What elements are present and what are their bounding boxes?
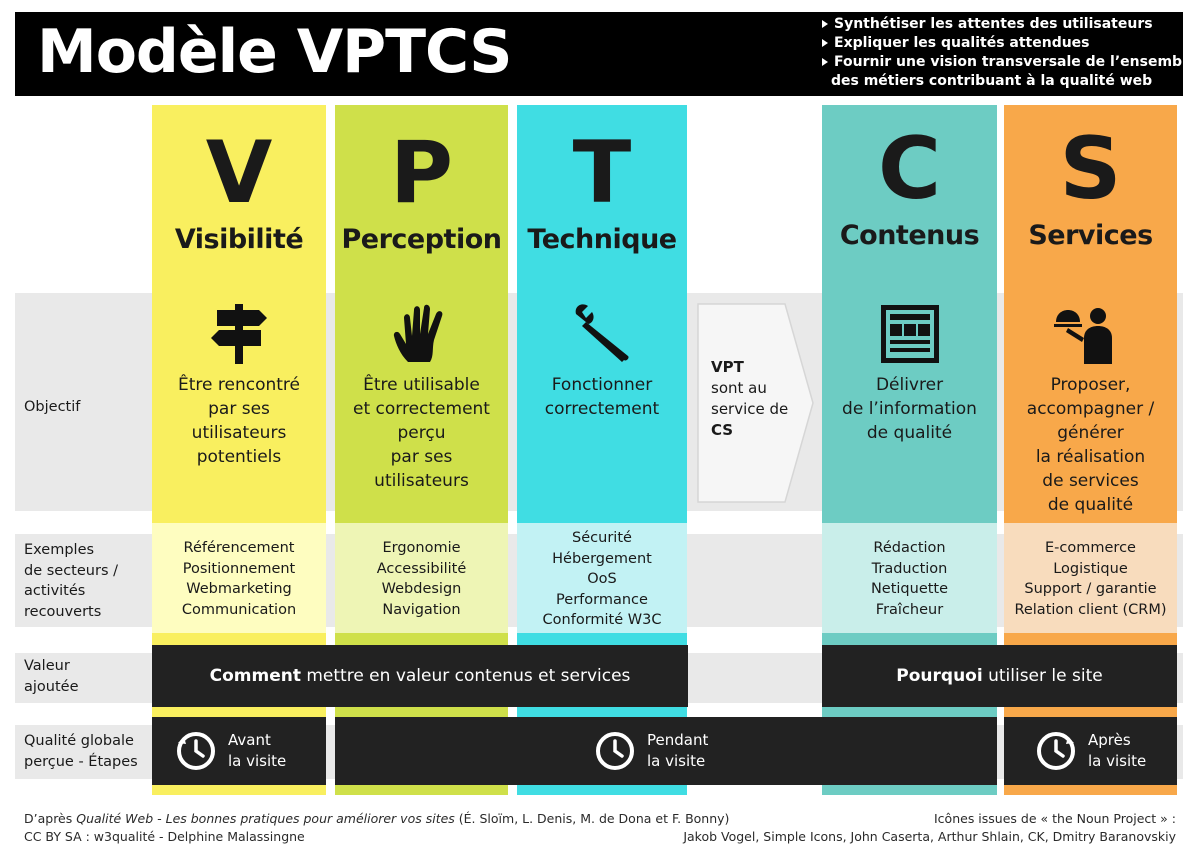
examples-list: Sécurité Hébergement OoS Performance Conformité W3C bbox=[542, 530, 662, 628]
clock-icon bbox=[176, 731, 216, 771]
column-header bbox=[822, 105, 997, 253]
newspaper-icon bbox=[878, 302, 942, 366]
value-bar-comment: Comment mettre en valeur contenus et services bbox=[152, 645, 688, 707]
objective-text: Fonctionner correctement bbox=[544, 375, 660, 419]
arrow-text: VPT sont au service de CS bbox=[711, 358, 789, 439]
examples-list: Ergonomie Accessibilité Webdesign Navigation bbox=[376, 540, 467, 618]
stage-during: Pendant la visite bbox=[335, 717, 997, 785]
goal-item: Fournir une vision transversale de l’ensemble bbox=[820, 53, 1196, 72]
triangle-bullet-icon bbox=[822, 58, 828, 66]
objective-text: Proposer, accompagner / générer la réalisation de services de qualité bbox=[1026, 375, 1155, 515]
column-letter: C bbox=[877, 119, 942, 219]
column-word: Perception bbox=[341, 224, 502, 255]
column-word: Services bbox=[1028, 220, 1153, 251]
goal-item: Synthétiser les attentes des utilisateurs bbox=[820, 15, 1196, 34]
column-header bbox=[152, 105, 326, 257]
triangle-bullet-icon bbox=[822, 39, 828, 47]
objective-text: Être rencontré par ses utilisateurs potentiels bbox=[178, 375, 300, 467]
column-letter: P bbox=[389, 123, 454, 223]
row-label-exemples: Exemples de secteurs / activités recouverts bbox=[24, 542, 118, 620]
column-header bbox=[335, 105, 508, 257]
hand-icon bbox=[390, 302, 454, 366]
column-letter: V bbox=[205, 123, 273, 223]
row-label-qualite: Qualité globale perçue - Étapes bbox=[24, 733, 138, 770]
page-title: Modèle VPTCS bbox=[37, 17, 512, 87]
objective-text: Délivrer de l’information de qualité bbox=[842, 375, 977, 443]
footer-credits-icons: Icônes issues de « the Noun Project » : Jakob Vogel, Simple Icons, John Caserta, Arthur Shlain, CK, Dmitry Baranovskiy bbox=[683, 811, 1176, 844]
row-label-valeur: Valeur ajoutée bbox=[24, 658, 79, 695]
wrench-icon bbox=[570, 302, 634, 366]
stage-after: Après la visite bbox=[1004, 717, 1177, 785]
waiter-icon bbox=[1054, 302, 1118, 366]
column-header bbox=[517, 105, 687, 257]
column-header bbox=[1004, 105, 1177, 253]
examples-list: Référencement Positionnement Webmarketing Communication bbox=[181, 540, 297, 618]
column-word: Technique bbox=[527, 224, 677, 255]
column-letter: T bbox=[572, 123, 632, 223]
goal-item: Expliquer les qualités attendues bbox=[820, 34, 1196, 53]
examples-list: Rédaction Traduction Netiquette Fraîcheur bbox=[870, 540, 949, 618]
goal-item-continuation: des métiers contribuant à la qualité web bbox=[831, 73, 1153, 89]
row-label-objectif: Objectif bbox=[24, 399, 81, 415]
objective-text: Être utilisable et correctement perçu par ses utilisateurs bbox=[353, 375, 490, 491]
stage-before: Avant la visite bbox=[152, 717, 326, 785]
value-bar-pourquoi: Pourquoi utiliser le site bbox=[822, 645, 1177, 707]
examples-list: E-commerce Logistique Support / garantie Relation client (CRM) bbox=[1014, 540, 1167, 618]
column-letter: S bbox=[1059, 119, 1122, 219]
column-word: Contenus bbox=[839, 220, 980, 251]
header-bar bbox=[15, 12, 1197, 96]
footer-credits-source: D’après Qualité Web - Les bonnes pratiques pour améliorer vos sites (É. Sloïm, L. Denis, M. de Dona et F. Bonny) CC BY SA : w3qualité - Delphine Malassingne bbox=[24, 811, 730, 844]
goals-list bbox=[820, 15, 1196, 91]
clock-icon bbox=[595, 731, 635, 771]
column-word: Visibilité bbox=[174, 224, 304, 255]
triangle-bullet-icon bbox=[822, 20, 828, 28]
clock-icon bbox=[1036, 731, 1076, 771]
signpost-icon bbox=[207, 302, 271, 366]
